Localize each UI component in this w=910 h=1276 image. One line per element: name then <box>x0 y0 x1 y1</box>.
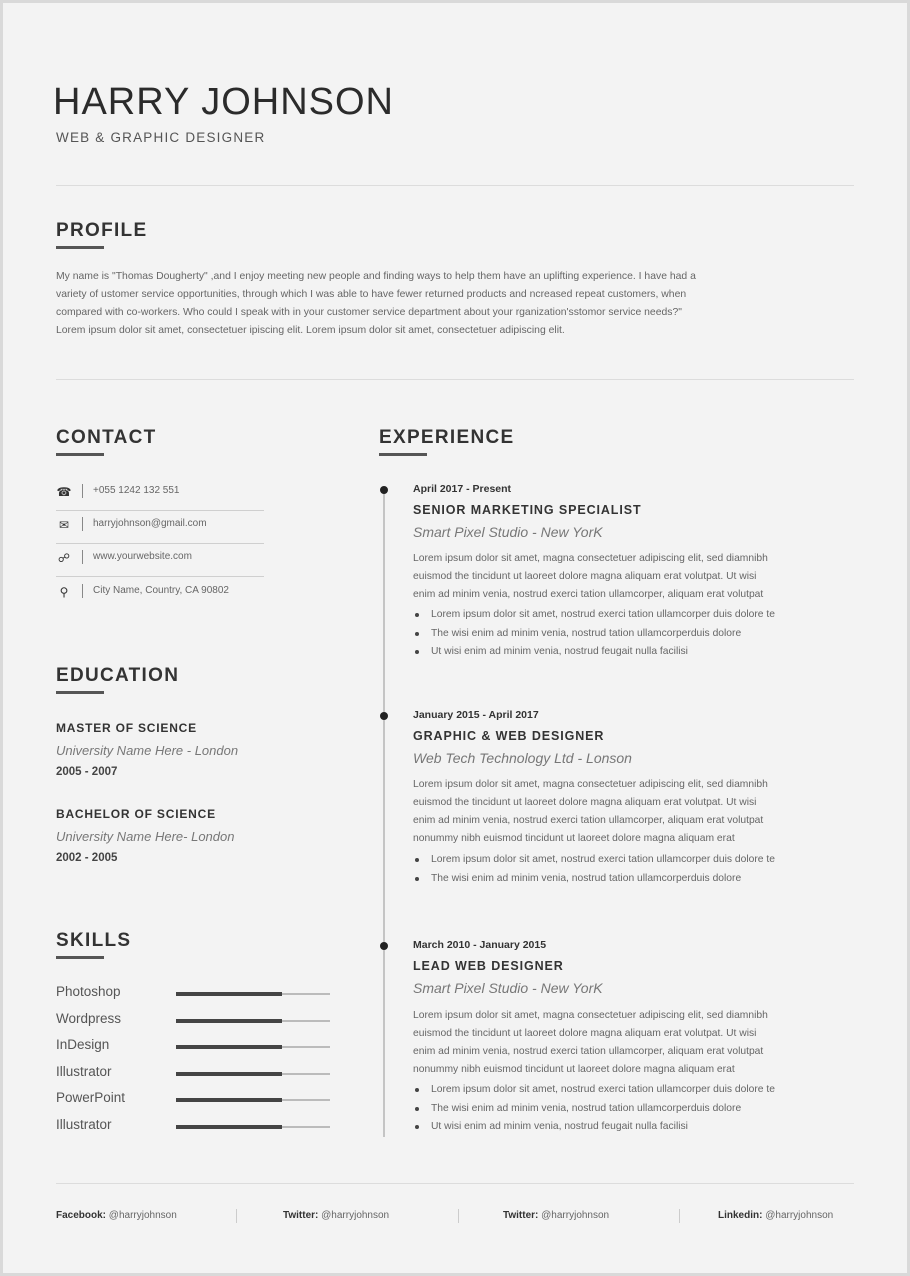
edu-degree: MASTER OF SCIENCE <box>56 721 197 735</box>
contact-heading: CONTACT <box>56 427 157 448</box>
contact-phone <box>56 478 264 511</box>
footer-handle: @harryjohnson <box>321 1210 390 1221</box>
footer-twitter <box>283 1210 389 1221</box>
contact-email <box>56 511 264 544</box>
job-company: Smart Pixel Studio - New YorK <box>413 524 603 540</box>
footer-separator <box>679 1209 680 1223</box>
job-desc-line: euismod the tincidunt ut laoreet dolore magna aliquam erat volutpat. Ut wisi <box>413 571 757 582</box>
profile-line: variety of ustomer service opportunities, through which I was able to have fewer returned products and ncreased repeat customers, when <box>56 289 687 300</box>
heading-underline <box>379 453 427 456</box>
list-item: Lorem ipsum dolor sit amet, nostrud exerci tation ullamcorper duis dolore te <box>413 1081 863 1100</box>
edu-years: 2005 - 2007 <box>56 766 118 778</box>
phone-icon: ☎ <box>56 485 72 499</box>
contact-separator <box>82 517 83 531</box>
timeline-dot <box>380 942 388 950</box>
footer-separator <box>236 1209 237 1223</box>
skill-name: InDesign <box>56 1037 110 1052</box>
job-bullets <box>413 851 863 888</box>
skill-bar-fill <box>176 1019 282 1023</box>
job-desc-line: enim ad minim venia, nostrud exerci tation ullamcorper, aliquam erat volutpat <box>413 1046 764 1057</box>
skill-name: Photoshop <box>56 984 121 999</box>
skill-bar-fill <box>176 992 282 996</box>
job-desc-line: nonummy nibh euismod tincidunt ut laoreet dolore magna aliquam erat <box>413 1064 735 1075</box>
contact-separator <box>82 484 83 498</box>
profile-heading: PROFILE <box>56 220 148 241</box>
job-date: March 2010 - January 2015 <box>413 939 547 951</box>
resume-page <box>3 3 907 1273</box>
job-title: GRAPHIC & WEB DESIGNER <box>413 729 605 743</box>
profile-line: My name is "Thomas Dougherty" ,and I enjoy meeting new people and finding ways to help them have an uplifting experience. I have had a <box>56 271 696 282</box>
footer-handle: @harryjohnson <box>108 1210 177 1221</box>
timeline-dot <box>380 486 388 494</box>
heading-underline <box>56 956 104 959</box>
footer-label: Linkedin: <box>718 1210 763 1221</box>
mail-icon: ✉ <box>58 518 70 532</box>
footer-label: Twitter: <box>283 1210 319 1221</box>
edu-degree: BACHELOR OF SCIENCE <box>56 807 216 821</box>
timeline-dot <box>380 712 388 720</box>
skill-name: PowerPoint <box>56 1090 126 1105</box>
skill-name: Illustrator <box>56 1064 112 1079</box>
heading-underline <box>56 246 104 249</box>
contact-email-text: harryjohnson@gmail.com <box>93 518 207 529</box>
job-title: SENIOR MARKETING SPECIALIST <box>413 503 642 517</box>
footer-handle: @harryjohnson <box>765 1210 834 1221</box>
footer-handle: @harryjohnson <box>541 1210 610 1221</box>
list-item: The wisi enim ad minim venia, nostrud tation ullamcorperduis dolore <box>413 1100 863 1119</box>
contact-separator <box>82 584 83 598</box>
job-company: Smart Pixel Studio - New YorK <box>413 980 603 996</box>
contact-website-text: www.yourwebsite.com <box>93 551 192 562</box>
list-item: Lorem ipsum dolor sit amet, nostrud exerci tation ullamcorper duis dolore te <box>413 606 863 625</box>
skill-bar <box>176 993 330 995</box>
location-pin-icon: ⚲ <box>59 585 69 599</box>
skill-bar <box>176 1020 330 1022</box>
profile-line: Lorem ipsum dolor sit amet, consectetuer ipiscing elit. Lorem ipsum dolor sit amet, consectetuer adipiscing elit. <box>56 325 565 336</box>
job-date: January 2015 - April 2017 <box>413 709 539 721</box>
profile-text <box>56 268 856 340</box>
list-item: Lorem ipsum dolor sit amet, nostrud exerci tation ullamcorper duis dolore te <box>413 851 863 870</box>
footer-twitter <box>503 1210 609 1221</box>
edu-school: University Name Here- London <box>56 829 235 844</box>
job-description <box>413 550 859 604</box>
person-name: HARRY JOHNSON <box>53 81 394 123</box>
job-company: Web Tech Technology Ltd - Lonson <box>413 750 632 766</box>
skill-bar <box>176 1073 330 1075</box>
skill-bar <box>176 1046 330 1048</box>
profile-line: compared with co-workers. Who could I speak with in your customer service department about your rganization'sstomor service needs?" <box>56 307 682 318</box>
divider <box>56 185 854 186</box>
job-desc-line: euismod the tincidunt ut laoreet dolore magna aliquam erat volutpat. Ut wisi <box>413 1028 757 1039</box>
contact-website <box>56 544 264 577</box>
timeline-line <box>383 491 385 1137</box>
skill-bar <box>176 1126 330 1128</box>
job-description <box>413 1007 859 1079</box>
contact-separator <box>82 550 83 564</box>
list-item: Ut wisi enim ad minim venia, nostrud feugait nulla facilisi <box>413 1118 863 1137</box>
divider <box>56 379 854 380</box>
job-description <box>413 776 859 848</box>
job-desc-line: Lorem ipsum dolor sit amet, magna consectetuer adipiscing elit, sed diamnibh <box>413 553 768 564</box>
edu-years: 2002 - 2005 <box>56 852 118 864</box>
job-desc-line: enim ad minim venia, nostrud exerci tation ullamcorper, aliquam erat volutpat <box>413 815 764 826</box>
person-role: WEB & GRAPHIC DESIGNER <box>56 130 266 145</box>
contact-phone-text: +055 1242 132 551 <box>93 485 180 496</box>
list-item: The wisi enim ad minim venia, nostrud tation ullamcorperduis dolore <box>413 625 863 644</box>
job-desc-line: euismod the tincidunt ut laoreet dolore magna aliquam erat volutpat. Ut wisi <box>413 797 757 808</box>
footer-facebook <box>56 1210 177 1221</box>
skill-bar <box>176 1099 330 1101</box>
experience-heading: EXPERIENCE <box>379 427 515 448</box>
job-desc-line: enim ad minim venia, nostrud exerci tation ullamcorper, aliquam erat volutpat <box>413 589 764 600</box>
contact-address <box>56 578 264 611</box>
edu-school: University Name Here - London <box>56 743 239 758</box>
job-date: April 2017 - Present <box>413 483 512 495</box>
heading-underline <box>56 691 104 694</box>
skill-bar-fill <box>176 1072 282 1076</box>
footer-label: Twitter: <box>503 1210 539 1221</box>
footer-separator <box>458 1209 459 1223</box>
skill-bar-fill <box>176 1098 282 1102</box>
skill-name: Illustrator <box>56 1117 112 1132</box>
job-desc-line: nonummy nibh euismod tincidunt ut laoreet dolore magna aliquam erat <box>413 833 735 844</box>
divider <box>56 1183 854 1184</box>
job-bullets <box>413 606 863 662</box>
contact-address-text: City Name, Country, CA 90802 <box>93 585 229 596</box>
job-title: LEAD WEB DESIGNER <box>413 959 564 973</box>
skills-heading: SKILLS <box>56 930 132 951</box>
globe-icon: ☍ <box>57 551 71 565</box>
skill-bar-fill <box>176 1045 282 1049</box>
list-item: Ut wisi enim ad minim venia, nostrud feugait nulla facilisi <box>413 643 863 662</box>
heading-underline <box>56 453 104 456</box>
skill-bar-fill <box>176 1125 282 1129</box>
job-desc-line: Lorem ipsum dolor sit amet, magna consectetuer adipiscing elit, sed diamnibh <box>413 779 768 790</box>
education-heading: EDUCATION <box>56 665 180 686</box>
footer-label: Facebook: <box>56 1210 107 1221</box>
list-item: The wisi enim ad minim venia, nostrud tation ullamcorperduis dolore <box>413 870 863 889</box>
job-bullets <box>413 1081 863 1137</box>
skill-name: Wordpress <box>56 1011 122 1026</box>
job-desc-line: Lorem ipsum dolor sit amet, magna consectetuer adipiscing elit, sed diamnibh <box>413 1010 768 1021</box>
footer-linkedin <box>718 1210 833 1221</box>
